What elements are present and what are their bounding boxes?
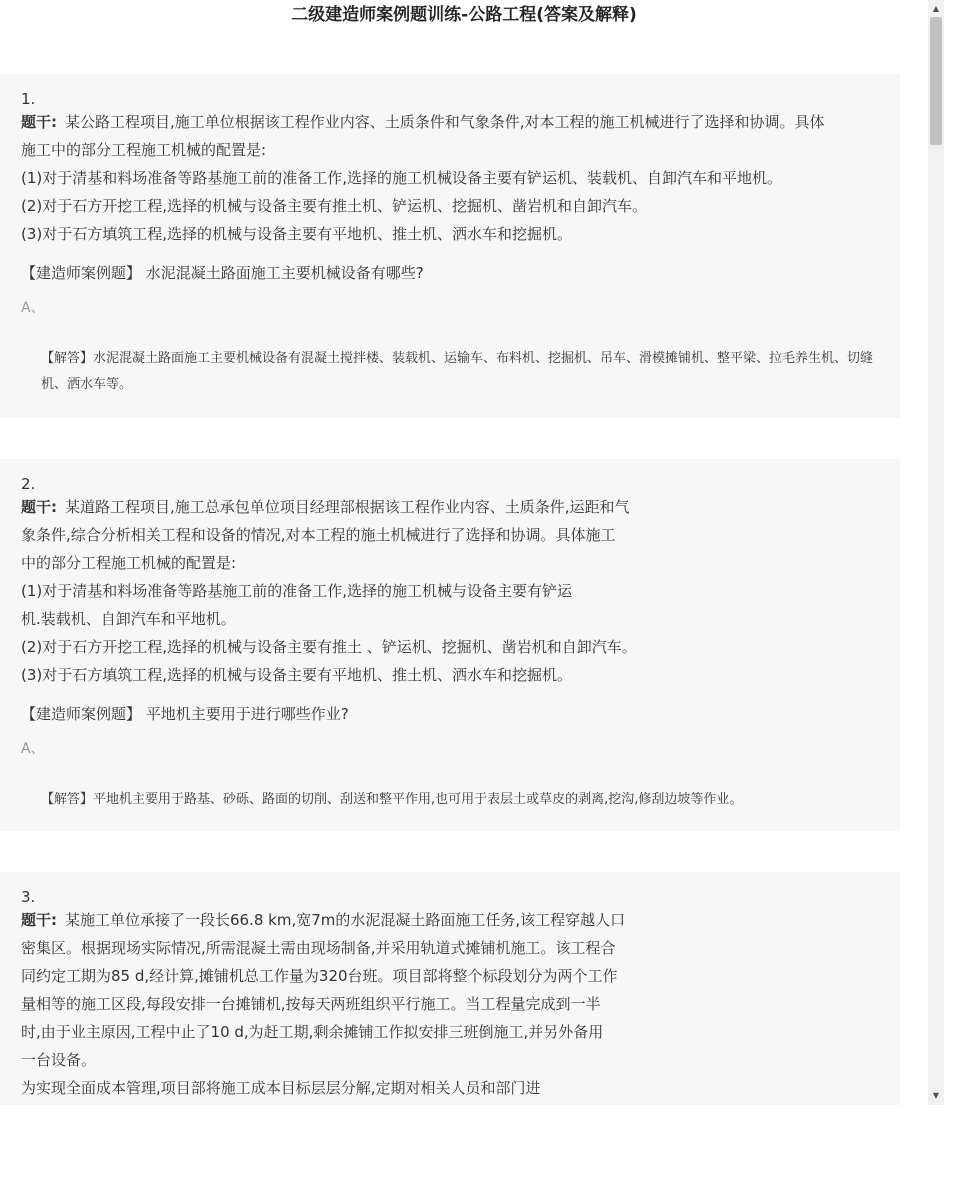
question-stem (21, 493, 880, 689)
stem-label: 题干: (21, 498, 57, 516)
stem-label: 题干: (21, 113, 57, 131)
stem-line: (3)对于石方填筑工程,选择的机械与设备主要有平地机、推土机、洒水车和挖掘机。 (21, 225, 573, 243)
sub-question: 【建造师案例题】 水泥混凝土路面施工主要机械设备有哪些? (21, 264, 424, 282)
question-number: 2. (21, 475, 36, 493)
stem-line: 量相等的施工区段,每段安排一台摊铺机,按每天两班组织平行施工。当工程量完成到一半 (21, 995, 601, 1013)
stem-line: (1)对于清基和料场准备等路基施工前的准备工作,选择的施工机械设备主要有铲运机、装载机、自卸汽车和平地机。 (21, 169, 783, 187)
answer-option[interactable]: A、 (21, 741, 45, 757)
question-number: 1. (21, 90, 36, 108)
answer-explanation: 【解答】平地机主要用于路基、砂砾、路面的切削、刮送和整平作用,也可用于表层土或草皮的剥离,挖沟,修刮边坡等作业。 (41, 792, 743, 807)
question-card (0, 459, 900, 831)
stem-line: (2)对于石方开挖工程,选择的机械与设备主要有推土 、铲运机、挖掘机、凿岩机和自卸汽车。 (21, 638, 637, 656)
vertical-scrollbar[interactable] (928, 0, 944, 1105)
question-stem (21, 108, 880, 248)
stem-line: 一台设备。 (21, 1051, 97, 1069)
answer-option[interactable]: A、 (21, 300, 45, 316)
sub-question: 【建造师案例题】 平地机主要用于进行哪些作业? (21, 705, 349, 723)
stem-line: 某公路工程项目,施工单位根据该工程作业内容、土质条件和气象条件,对本工程的施工机械进行了选择和协调。具体 (65, 113, 825, 131)
stem-line: 机.装载机、自卸汽车和平地机。 (21, 610, 236, 628)
stem-label: 题干: (21, 911, 57, 929)
question-card (0, 872, 900, 1105)
stem-line: (1)对于清基和料场准备等路基施工前的准备工作,选择的施工机械与设备主要有铲运 (21, 582, 573, 600)
stem-line: 时,由于业主原因,工程中止了10 d,为赶工期,剩余摊铺工作拟安排三班倒施工,并另外备用 (21, 1023, 604, 1041)
scroll-up-arrow-icon[interactable]: ▲ (932, 4, 940, 13)
stem-line: (3)对于石方填筑工程,选择的机械与设备主要有平地机、推土机、洒水车和挖掘机。 (21, 666, 573, 684)
stem-line: 中的部分工程施工机械的配置是: (21, 554, 237, 572)
scroll-down-arrow-icon[interactable]: ▼ (932, 1091, 940, 1100)
page-title: 二级建造师案例题训练-公路工程(答案及解释) (291, 5, 637, 25)
stem-line: 某道路工程项目,施工总承包单位项目经理部根据该工程作业内容、土质条件,运距和气 (65, 498, 630, 516)
stem-line: 象条件,综合分析相关工程和设备的情况,对本工程的施土机械进行了选择和协调。具体施工 (21, 526, 616, 544)
stem-line: 同约定工期为85 d,经计算,摊铺机总工作量为320台班。项目部将整个标段划分为两个工作 (21, 967, 618, 985)
stem-line: 密集区。根据现场实际情况,所需混凝土需由现场制备,并采用轨道式摊铺机施工。该工程合 (21, 939, 616, 957)
scrollbar-thumb[interactable] (930, 17, 942, 145)
stem-line: 某施工单位承接了一段长66.8 km,宽7m的水泥混凝土路面施工任务,该工程穿越人口 (65, 911, 626, 929)
answer-explanation: 【解答】水泥混凝土路面施工主要机械设备有混凝土搅拌楼、装载机、运输车、布料机、挖掘机、吊车、滑模摊铺机、整平梁、拉毛养生机、切缝机、洒水车等。 (41, 351, 874, 392)
question-number: 3. (21, 888, 36, 906)
stem-line: (2)对于石方开挖工程,选择的机械与设备主要有推土机、铲运机、挖掘机、凿岩机和自卸汽车。 (21, 197, 648, 215)
question-card (0, 74, 900, 418)
stem-line: 施工中的部分工程施工机械的配置是: (21, 141, 267, 159)
question-stem (21, 906, 880, 1102)
stem-line: 为实现全面成本管理,项目部将施工成本目标层层分解,定期对相关人员和部门进 (21, 1079, 541, 1097)
